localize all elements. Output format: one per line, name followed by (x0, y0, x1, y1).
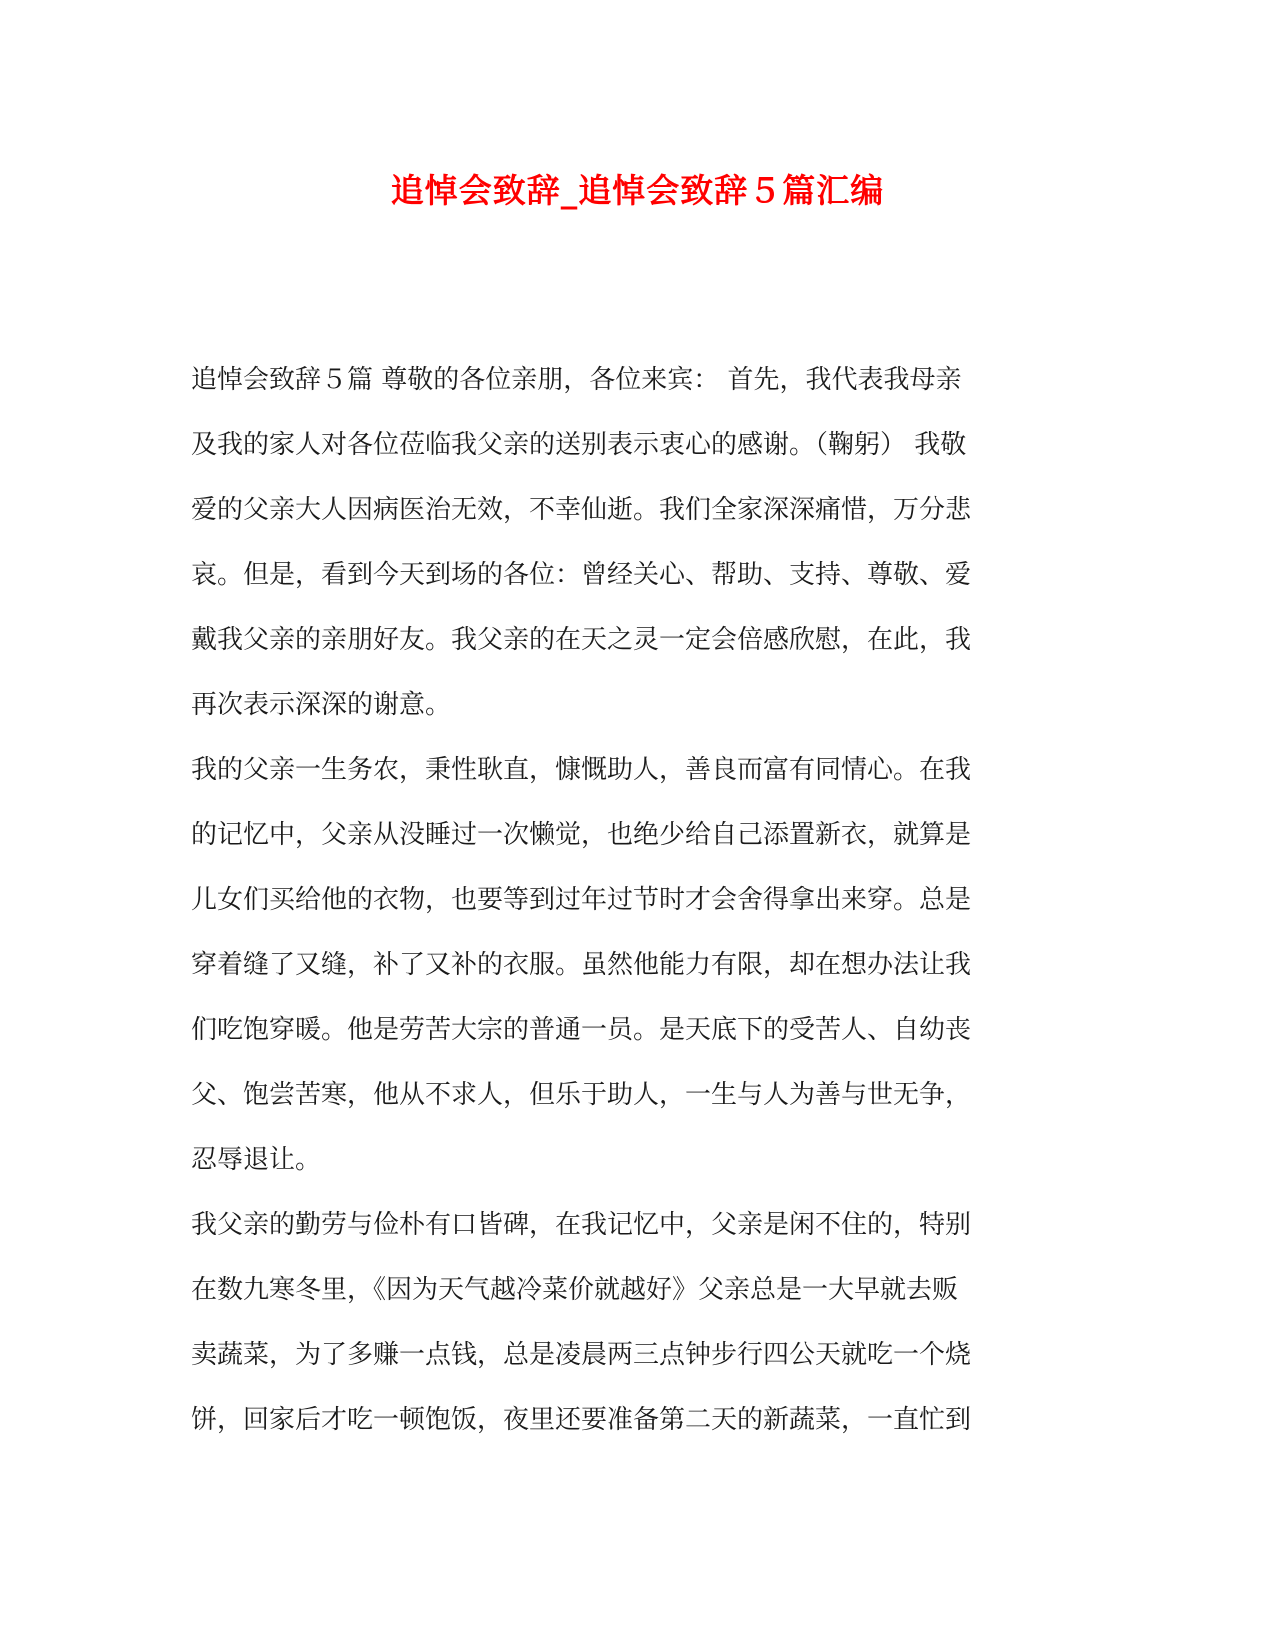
body-line: 卖蔬菜，为了多赚一点钱，总是凌晨两三点钟步行四公天就吃一个烧 (191, 1340, 972, 1370)
document-title: 追悼会致辞_追悼会致辞５篇汇编 (390, 171, 885, 210)
body-line: 再次表示深深的谢意。 (191, 690, 452, 720)
body-line: 儿女们买给他的衣物，也要等到过年过节时才会舍得拿出来穿。总是 (191, 885, 972, 915)
body-line: 在数九寒冬里，《因为天气越冷菜价就越好》父亲总是一大早就去贩 (191, 1275, 959, 1305)
body-line: 及我的家人对各位莅临我父亲的送别表示衷心的感谢。（鞠躬） 我敬 (191, 430, 967, 460)
body-line: 我的父亲一生务农，秉性耿直，慷慨助人，善良而富有同情心。在我 (191, 755, 972, 785)
document-body (191, 348, 1084, 1453)
body-line: 的记忆中，父亲从没睡过一次懒觉，也绝少给自己添置新衣，就算是 (191, 820, 972, 850)
body-line: 父、饱尝苦寒，他从不求人，但乐于助人，一生与人为善与世无争， (191, 1080, 972, 1110)
body-line: 戴我父亲的亲朋好友。我父亲的在天之灵一定会倍感欣慰，在此，我 (191, 625, 972, 655)
body-line: 追悼会致辞５篇 尊敬的各位亲朋，各位来宾： 首先，我代表我母亲 (191, 365, 962, 395)
body-line: 穿着缝了又缝，补了又补的衣服。虽然他能力有限，却在想办法让我 (191, 950, 972, 980)
body-line: 爱的父亲大人因病医治无效，不幸仙逝。我们全家深深痛惜，万分悲 (191, 495, 972, 525)
body-line: 饼，回家后才吃一顿饱饭，夜里还要准备第二天的新蔬菜，一直忙到 (191, 1405, 972, 1435)
body-line: 我父亲的勤劳与俭朴有口皆碑，在我记忆中，父亲是闲不住的，特别 (191, 1210, 972, 1240)
body-line: 忍辱退让。 (191, 1145, 322, 1175)
body-line: 哀。但是，看到今天到场的各位：曾经关心、帮助、支持、尊敬、爱 (191, 560, 972, 590)
body-line: 们吃饱穿暖。他是劳苦大宗的普通一员。是天底下的受苦人、自幼丧 (191, 1015, 972, 1045)
